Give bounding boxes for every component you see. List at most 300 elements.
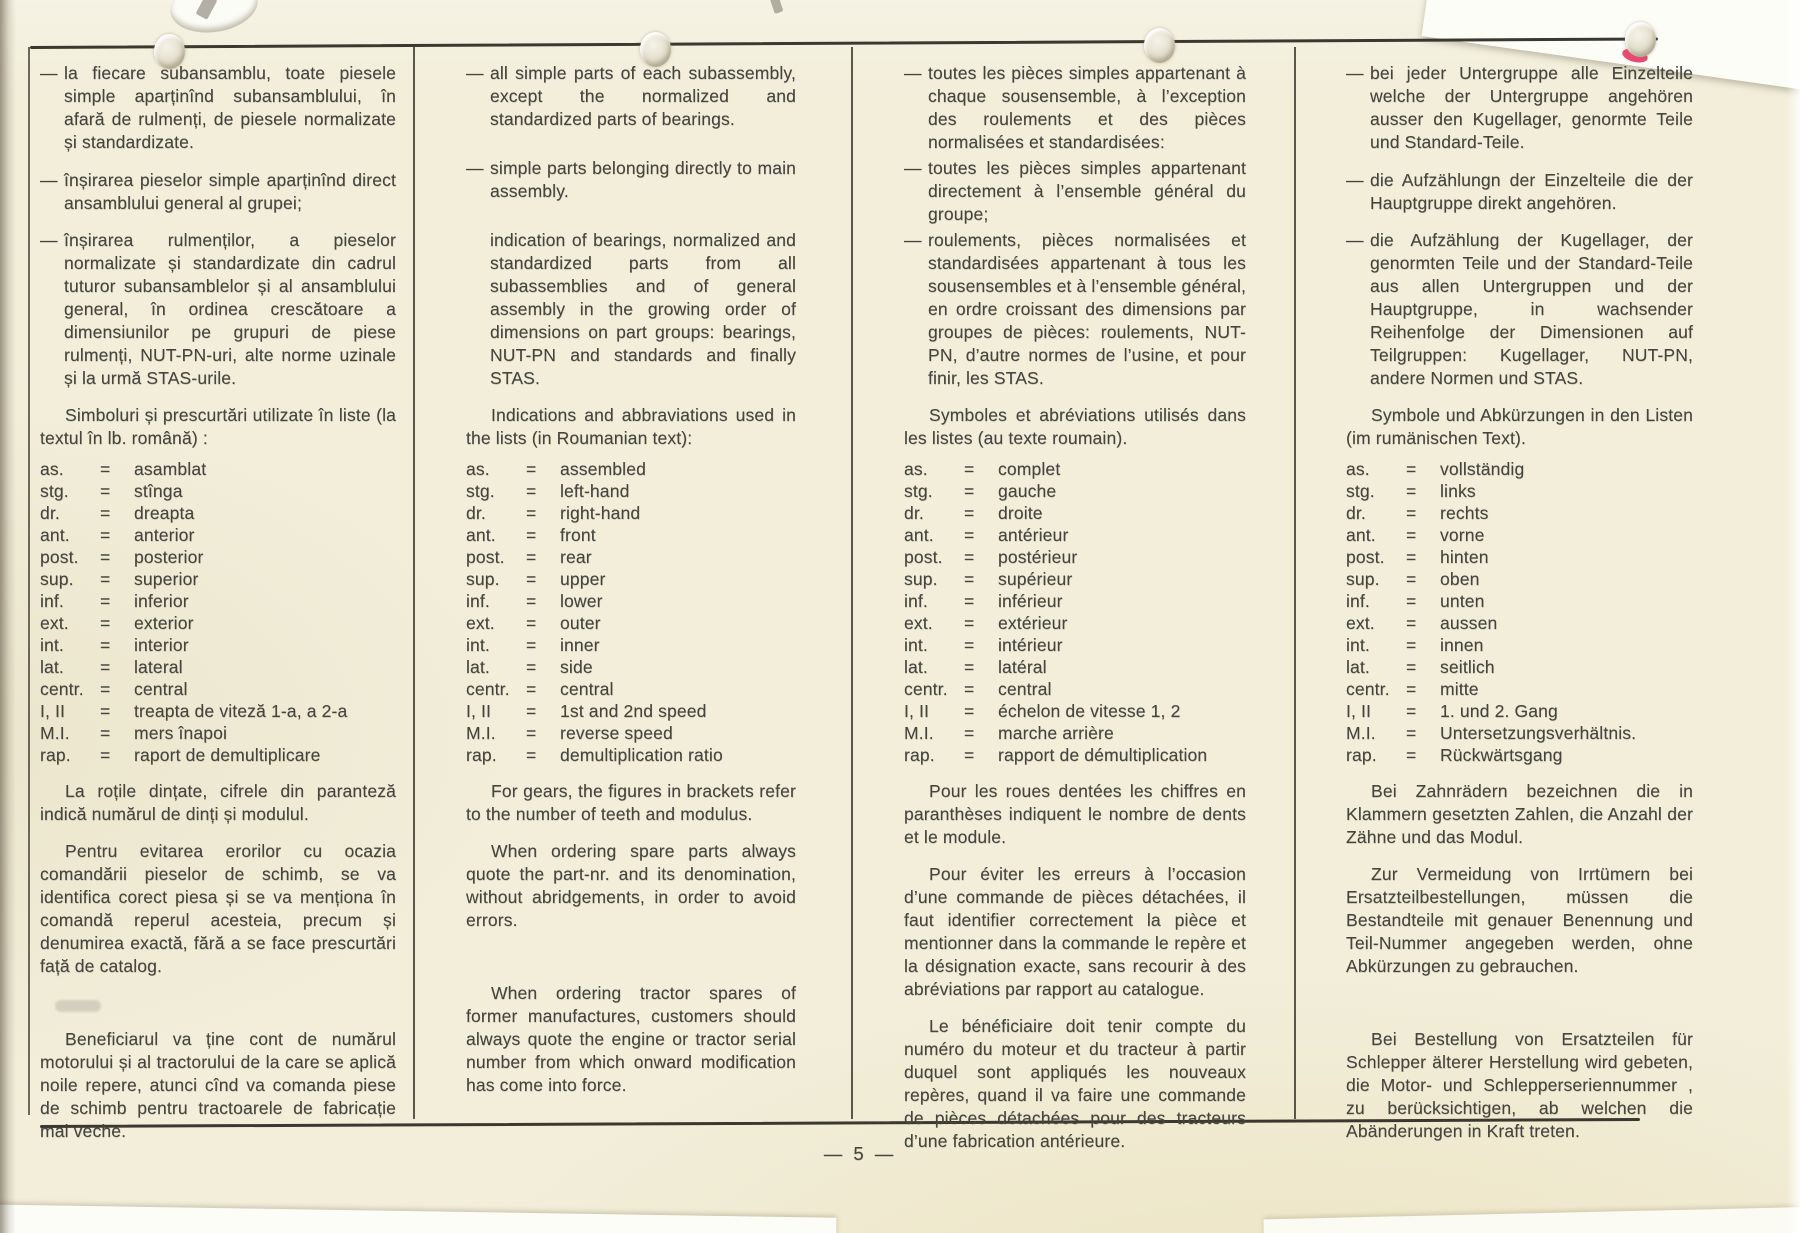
equals-sign: = [964, 613, 975, 633]
abbr-value: vollständig [1440, 459, 1525, 479]
abbr-key: centr. [40, 679, 84, 699]
intro-paragraph [466, 229, 796, 390]
abbr-key: post. [904, 547, 943, 567]
abbr-key: stg. [466, 481, 495, 501]
abbr-value: inner [560, 635, 600, 655]
abbreviation-row [904, 524, 1246, 546]
equals-sign: = [964, 701, 975, 721]
dash-marker: — [1346, 169, 1364, 190]
abbr-key: rap. [1346, 745, 1377, 765]
equals-sign: = [526, 569, 537, 589]
abbr-value: mitte [1440, 679, 1479, 699]
intro-paragraph [904, 229, 1246, 390]
paragraph-text: all simple parts of each subassembly, except the normalized and standardized parts of bearings. [490, 63, 796, 129]
abbr-key: dr. [904, 503, 924, 523]
abbreviation-row [904, 656, 1246, 678]
abbr-value: assembled [560, 459, 646, 479]
abbr-key: stg. [904, 481, 933, 501]
equals-sign: = [100, 723, 111, 743]
equals-sign: = [964, 679, 975, 699]
abbr-value: hinten [1440, 547, 1489, 567]
abbreviation-row [1346, 480, 1693, 502]
abbr-value: dreapta [134, 503, 195, 523]
abbr-value: marche arrière [998, 723, 1114, 743]
dash-marker: — [904, 158, 922, 178]
abbr-value: front [560, 525, 596, 545]
equals-sign: = [964, 635, 975, 655]
abbr-key: ext. [466, 613, 495, 633]
note-paragraph: Bei Bestellung von Ersatzteilen für Schlepper älterer Herstellung wird gebeten, die Motor- und Schlepperseriennummer , zu berücksichtigen, ab welchen die Abänderungen in Kraft treten. [1346, 1029, 1693, 1141]
abbreviation-row [40, 590, 396, 612]
abbr-key: rap. [904, 745, 935, 765]
abbr-value: droite [998, 503, 1043, 523]
equals-sign: = [526, 525, 537, 545]
equals-sign: = [100, 657, 111, 677]
abbreviation-row [1346, 502, 1693, 524]
abbr-value: rapport de démultiplication [998, 745, 1208, 765]
abbr-value: central [134, 679, 188, 699]
abbreviation-row [40, 458, 396, 480]
abbr-key: as. [904, 459, 928, 479]
abbr-key: M.I. [904, 723, 934, 743]
abbreviation-row [1346, 546, 1693, 568]
notes-section [40, 780, 396, 1143]
equals-sign: = [964, 745, 975, 765]
abbr-value: posterior [134, 547, 204, 567]
equals-sign: = [1406, 657, 1417, 677]
dash-marker: — [1346, 63, 1364, 83]
note-paragraph: Zur Vermeidung von Irrtümern bei Ersatzteilbestellungen, müssen die Bestandteile mit genauer Benennung und Teil-Nummer angegeben werden, ohne Abkürzungen zu gebrauchen. [1346, 864, 1693, 976]
abbreviation-row [40, 634, 396, 656]
abbreviation-row [1346, 524, 1693, 546]
abbreviation-row [904, 612, 1246, 634]
abbreviation-row [904, 546, 1246, 568]
symbols-heading: Symbole und Abkürzungen in den Listen (im rumänischen Text). [1346, 405, 1693, 448]
abbreviation-row [466, 678, 796, 700]
abbreviation-row [1346, 568, 1693, 590]
abbreviation-row [904, 568, 1246, 590]
abbr-value: gauche [998, 481, 1057, 501]
column-separator [1294, 47, 1296, 1119]
top-rule-line [30, 37, 1658, 49]
paper-edge-backing [1263, 1207, 1800, 1233]
abbreviation-row [40, 568, 396, 590]
equals-sign: = [1406, 503, 1417, 523]
abbr-key: lat. [1346, 657, 1370, 677]
abbreviation-row [904, 744, 1246, 766]
intro-section [466, 62, 796, 390]
equals-sign: = [526, 679, 537, 699]
abbr-key: stg. [40, 481, 69, 501]
abbr-key: M.I. [40, 723, 70, 743]
abbr-value: raport de demultiplicare [134, 745, 321, 765]
equals-sign: = [526, 481, 537, 501]
abbreviation-list [466, 458, 796, 766]
equals-sign: = [964, 525, 975, 545]
abbreviation-row [40, 612, 396, 634]
abbr-value: central [560, 679, 614, 699]
abbreviation-row [40, 480, 396, 502]
abbr-key: post. [40, 547, 79, 567]
abbr-value: antérieur [998, 525, 1069, 545]
abbr-value: upper [560, 569, 606, 589]
notes-section [466, 780, 796, 1097]
paper-nick [770, 0, 784, 14]
equals-sign: = [100, 525, 111, 545]
abbr-value: extérieur [998, 613, 1068, 633]
abbreviation-row [466, 700, 796, 722]
abbreviation-row [466, 722, 796, 744]
abbr-key: centr. [466, 679, 510, 699]
abbreviation-row [904, 634, 1246, 656]
abbr-value: échelon de vitesse 1, 2 [998, 701, 1181, 721]
equals-sign: = [1406, 569, 1417, 589]
equals-sign: = [526, 613, 537, 633]
abbreviation-row [466, 612, 796, 634]
abbreviation-list [40, 458, 396, 766]
equals-sign: = [100, 613, 111, 633]
equals-sign: = [1406, 591, 1417, 611]
abbr-key: ext. [904, 613, 933, 633]
paragraph-text: roulements, pièces normalisées et standardisées appartenant à tous les sousensembles et à l’ensemble général, en ordre croissant des dimensions par groupes de pièces: roulements, NUT-PN, d’autre normes de l’usine, et pour finir, les STAS. [928, 230, 1246, 388]
dash-marker: — [466, 63, 484, 83]
abbr-key: post. [1346, 547, 1385, 567]
abbr-value: asamblat [134, 459, 207, 479]
abbreviation-row [1346, 722, 1693, 744]
abbr-value: superior [134, 569, 199, 589]
abbr-key: sup. [904, 569, 938, 589]
abbr-key: ext. [1346, 613, 1375, 633]
notes-section [904, 780, 1246, 1153]
intro-section [904, 62, 1246, 390]
abbr-value: demultiplication ratio [560, 745, 723, 765]
abbr-key: int. [1346, 635, 1370, 655]
abbreviation-row [904, 678, 1246, 700]
abbreviation-row [466, 502, 796, 524]
abbreviation-row [1346, 656, 1693, 678]
abbr-key: dr. [466, 503, 486, 523]
equals-sign: = [1406, 701, 1417, 721]
abbr-value: reverse speed [560, 723, 673, 743]
abbr-value: Untersetzungsverhältnis. [1440, 723, 1637, 743]
abbreviation-list [1346, 458, 1693, 766]
paragraph-text: indication of bearings, normalized and standardized parts from all subassemblies and of general assembly in the growing order of dimensions on part groups: bearings, NUT-PN and standards and finally STAS. [490, 230, 796, 388]
note-paragraph: Pour éviter les erreurs à l’occasion d’une commande de pièces détachées, il faut identifier correctement la pièce et mentionner dans la commande le repère et la désignation exacte, sans recourir à des abréviations par rapport au catalogue. [904, 864, 1246, 999]
abbreviation-row [904, 590, 1246, 612]
abbr-key: rap. [40, 745, 71, 765]
abbr-value: exterior [134, 613, 194, 633]
left-border-line [28, 47, 30, 1115]
abbr-value: oben [1440, 569, 1480, 589]
equals-sign: = [526, 723, 537, 743]
dash-marker: — [40, 230, 58, 250]
abbreviation-row [904, 458, 1246, 480]
notes-section [1346, 780, 1693, 1143]
dash-marker: — [904, 63, 922, 83]
paragraph-text: simple parts belonging directly to main assembly. [490, 158, 796, 201]
abbr-key: int. [40, 635, 64, 655]
abbr-key: post. [466, 547, 505, 567]
abbr-key: int. [466, 635, 490, 655]
abbreviation-row [466, 568, 796, 590]
equals-sign: = [526, 591, 537, 611]
abbreviation-row [40, 502, 396, 524]
abbreviation-row [1346, 612, 1693, 634]
equals-sign: = [964, 481, 975, 501]
abbr-value: rear [560, 547, 592, 567]
abbr-value: stînga [134, 481, 183, 501]
abbr-key: lat. [904, 657, 928, 677]
abbr-key: I, II [40, 701, 66, 721]
abbr-key: inf. [904, 591, 928, 611]
note-paragraph: Beneficiarul va ține cont de numărul motorului și al tractorului de la care se aplică noile repere, atunci cînd va comanda piese de schimb pentru tractoarele de fabricație mai veche. [40, 1029, 396, 1141]
equals-sign: = [100, 481, 111, 501]
equals-sign: = [1406, 723, 1417, 743]
abbr-key: stg. [1346, 481, 1375, 501]
abbr-value: unten [1440, 591, 1485, 611]
paragraph-text: bei jeder Untergruppe alle Einzelteile welche der Untergruppe angehören ausser den Kugellager, genormte Teile und Standard-Teile. [1370, 63, 1693, 152]
note-paragraph: La roțile dințate, cifrele din paranteză indică numărul de dinți și modulul. [40, 781, 396, 824]
intro-paragraph [466, 157, 796, 203]
note-paragraph: When ordering tractor spares of former manufactures, customers should always quote the engine or tractor serial number from which onward modification has come into force. [466, 983, 796, 1095]
equals-sign: = [1406, 679, 1417, 699]
abbreviation-row [904, 722, 1246, 744]
abbreviation-row [1346, 744, 1693, 766]
equals-sign: = [964, 569, 975, 589]
abbr-key: M.I. [1346, 723, 1376, 743]
abbr-key: as. [1346, 459, 1370, 479]
equals-sign: = [526, 657, 537, 677]
abbr-key: centr. [904, 679, 948, 699]
intro-paragraph [40, 169, 396, 215]
equals-sign: = [100, 591, 111, 611]
abbr-key: I, II [466, 701, 492, 721]
abbr-value: innen [1440, 635, 1484, 655]
abbr-value: right-hand [560, 503, 641, 523]
equals-sign: = [526, 745, 537, 765]
equals-sign: = [1406, 547, 1417, 567]
abbr-key: dr. [1346, 503, 1366, 523]
column-separator [851, 47, 853, 1119]
abbr-key: sup. [40, 569, 74, 589]
equals-sign: = [526, 503, 537, 523]
abbreviation-row [466, 590, 796, 612]
abbr-key: I, II [904, 701, 930, 721]
dash-marker: — [40, 63, 58, 83]
intro-section [1346, 62, 1693, 390]
abbreviation-row [904, 700, 1246, 722]
abbr-key: ant. [40, 525, 70, 545]
equals-sign: = [1406, 459, 1417, 479]
abbreviation-row [466, 634, 796, 656]
abbr-key: centr. [1346, 679, 1390, 699]
intro-section [40, 62, 396, 390]
abbreviation-row [1346, 458, 1693, 480]
equals-sign: = [100, 635, 111, 655]
column-romanian [40, 62, 396, 1143]
symbols-heading: Symboles et abréviations utilisés dans les listes (au texte roumain). [904, 405, 1246, 448]
abbr-value: lateral [134, 657, 183, 677]
intro-paragraph [904, 157, 1246, 226]
abbr-value: aussen [1440, 613, 1498, 633]
abbreviation-row [40, 656, 396, 678]
abbreviation-row [466, 480, 796, 502]
note-paragraph: Pentru evitarea erorilor cu ocazia comandării pieselor de schimb, se va identifica corect piesa și se va menționa în comandă reperul acesteia, precum și denumirea exactă, fără a se face prescurtări față de catalog. [40, 841, 396, 976]
dash-marker: — [466, 158, 484, 178]
paragraph-text: la fiecare subansamblu, toate piesele simple aparținînd subansamblului, în afară de rulmenți, de piesele normalizate și standardizate. [64, 63, 396, 152]
paragraph-text: înșirarea rulmenților, a pieselor normalizate și standardizate din cadrul tuturor subansamblelor și al ansamblului general, în ordinea crescătoare a dimensiunilor pe grupuri de piese rulmenți, NUT-PN-uri, alte norme uzinale și la urmă STAS-urile. [64, 230, 396, 388]
abbreviation-row [1346, 700, 1693, 722]
abbr-key: sup. [466, 569, 500, 589]
abbr-value: central [998, 679, 1052, 699]
abbreviation-row [1346, 678, 1693, 700]
abbr-key: lat. [466, 657, 490, 677]
abbr-value: treapta de viteză 1-a, a 2-a [134, 701, 348, 721]
equals-sign: = [1406, 635, 1417, 655]
abbreviation-row [466, 458, 796, 480]
symbols-heading: Indications and abbraviations used in the lists (in Roumanian text): [466, 405, 796, 448]
punch-hole [1144, 28, 1175, 63]
paragraph-text: die Aufzählung der Kugellager, der genormten Teile und der Standard-Teile aus allen Untergruppen und der Hauptgruppe, in wachsender Reihenfolge der Dimensionen auf Teilgruppen: Kugellager, NUT-PN, andere Normen und STAS. [1370, 230, 1693, 388]
abbr-key: ext. [40, 613, 69, 633]
abbreviation-row [40, 722, 396, 744]
abbr-value: inferior [134, 591, 189, 611]
intro-paragraph [40, 229, 396, 390]
dash-marker: — [904, 230, 922, 250]
abbr-value: inférieur [998, 591, 1063, 611]
abbr-key: sup. [1346, 569, 1380, 589]
equals-sign: = [100, 679, 111, 699]
abbreviation-row [40, 678, 396, 700]
equals-sign: = [100, 459, 111, 479]
abbr-value: lower [560, 591, 603, 611]
note-paragraph: Le bénéficiaire doit tenir compte du numéro du moteur et du tracteur à partir duquel sont appliqués les nouveaux repères, quand il va faire une commande de pièces détachées pour des tracteurs d’une fabrication antérieure. [904, 1016, 1246, 1151]
abbr-key: inf. [466, 591, 490, 611]
abbr-value: 1. und 2. Gang [1440, 701, 1558, 721]
abbreviation-row [1346, 634, 1693, 656]
abbreviation-row [40, 524, 396, 546]
abbr-value: left-hand [560, 481, 630, 501]
paper-edge-highlight [1786, 0, 1800, 1233]
abbr-key: inf. [1346, 591, 1370, 611]
column-english [466, 62, 796, 1097]
abbr-key: dr. [40, 503, 60, 523]
abbr-key: inf. [40, 591, 64, 611]
page-number: — 5 — [823, 1143, 897, 1164]
equals-sign: = [964, 591, 975, 611]
equals-sign: = [526, 459, 537, 479]
abbr-key: int. [904, 635, 928, 655]
abbr-key: ant. [904, 525, 934, 545]
paragraph-text: die Aufzählungn der Einzelteile die der Hauptgruppe direkt angehören. [1370, 169, 1693, 213]
abbreviation-row [40, 546, 396, 568]
abbreviation-row [1346, 590, 1693, 612]
paper-edge-backing [0, 1204, 836, 1233]
abbreviation-row [466, 656, 796, 678]
abbr-key: M.I. [466, 723, 496, 743]
abbr-value: latéral [998, 657, 1047, 677]
paragraph-text: înșirarea pieselor simple aparținînd direct ansamblului general al grupei; [64, 169, 396, 213]
abbreviation-row [40, 700, 396, 722]
column-french [904, 62, 1246, 1153]
dash-marker: — [1346, 230, 1364, 250]
abbr-value: vorne [1440, 525, 1485, 545]
abbr-key: rap. [466, 745, 497, 765]
paragraph-text: toutes les pièces simples appartenant directement à l’ensemble général du groupe; [928, 158, 1246, 224]
dash-marker: — [40, 169, 58, 190]
abbr-key: ant. [1346, 525, 1376, 545]
intro-paragraph [1346, 169, 1693, 215]
punch-hole [1625, 22, 1656, 57]
note-paragraph: Bei Zahnrädern bezeichnen die in Klammern gesetzten Zahlen, die Anzahl der Zähne und das Modul. [1346, 781, 1693, 847]
abbr-value: mers înapoi [134, 723, 228, 743]
abbreviation-row [40, 744, 396, 766]
abbreviation-row [466, 546, 796, 568]
column-separator [413, 47, 415, 1119]
paper-edge-shadow [0, 0, 16, 1233]
abbr-value: Rückwärtsgang [1440, 745, 1563, 765]
abbreviation-row [904, 502, 1246, 524]
abbreviation-row [466, 744, 796, 766]
equals-sign: = [964, 547, 975, 567]
abbr-value: rechts [1440, 503, 1489, 523]
equals-sign: = [100, 547, 111, 567]
equals-sign: = [100, 745, 111, 765]
abbr-value: complet [998, 459, 1061, 479]
abbr-key: ant. [466, 525, 496, 545]
equals-sign: = [1406, 525, 1417, 545]
equals-sign: = [526, 701, 537, 721]
abbr-value: intérieur [998, 635, 1063, 655]
abbr-value: anterior [134, 525, 195, 545]
abbr-value: links [1440, 481, 1476, 501]
abbreviation-row [904, 480, 1246, 502]
abbr-value: seitlich [1440, 657, 1495, 677]
note-paragraph: Pour les roues dentées les chiffres en paranthèses indiquent le nombre de dents et le module. [904, 781, 1246, 847]
equals-sign: = [1406, 613, 1417, 633]
intro-paragraph [904, 62, 1246, 154]
equals-sign: = [964, 503, 975, 523]
equals-sign: = [100, 701, 111, 721]
abbreviation-list [904, 458, 1246, 766]
abbr-key: as. [40, 459, 64, 479]
abbreviation-row [466, 524, 796, 546]
abbr-key: lat. [40, 657, 64, 677]
equals-sign: = [1406, 481, 1417, 501]
note-paragraph: When ordering spare parts always quote the part-nr. and its denomination, without abridgements, in order to avoid errors. [466, 841, 796, 930]
intro-paragraph [466, 62, 796, 131]
abbr-value: 1st and 2nd speed [560, 701, 707, 721]
equals-sign: = [964, 723, 975, 743]
abbr-key: as. [466, 459, 490, 479]
abbr-value: outer [560, 613, 601, 633]
note-paragraph: For gears, the figures in brackets refer to the number of teeth and modulus. [466, 781, 796, 824]
intro-paragraph [1346, 62, 1693, 154]
column-german [1346, 62, 1693, 1143]
abbr-value: interior [134, 635, 189, 655]
equals-sign: = [100, 503, 111, 523]
equals-sign: = [526, 547, 537, 567]
equals-sign: = [100, 569, 111, 589]
intro-paragraph [40, 62, 396, 154]
equals-sign: = [964, 459, 975, 479]
abbr-value: side [560, 657, 593, 677]
abbr-value: postérieur [998, 547, 1078, 567]
abbr-value: supérieur [998, 569, 1073, 589]
paragraph-text: toutes les pièces simples appartenant à chaque sousensemble, à l’exception des roulements et des pièces normalisées et standardisées: [928, 63, 1246, 152]
equals-sign: = [964, 657, 975, 677]
equals-sign: = [526, 635, 537, 655]
